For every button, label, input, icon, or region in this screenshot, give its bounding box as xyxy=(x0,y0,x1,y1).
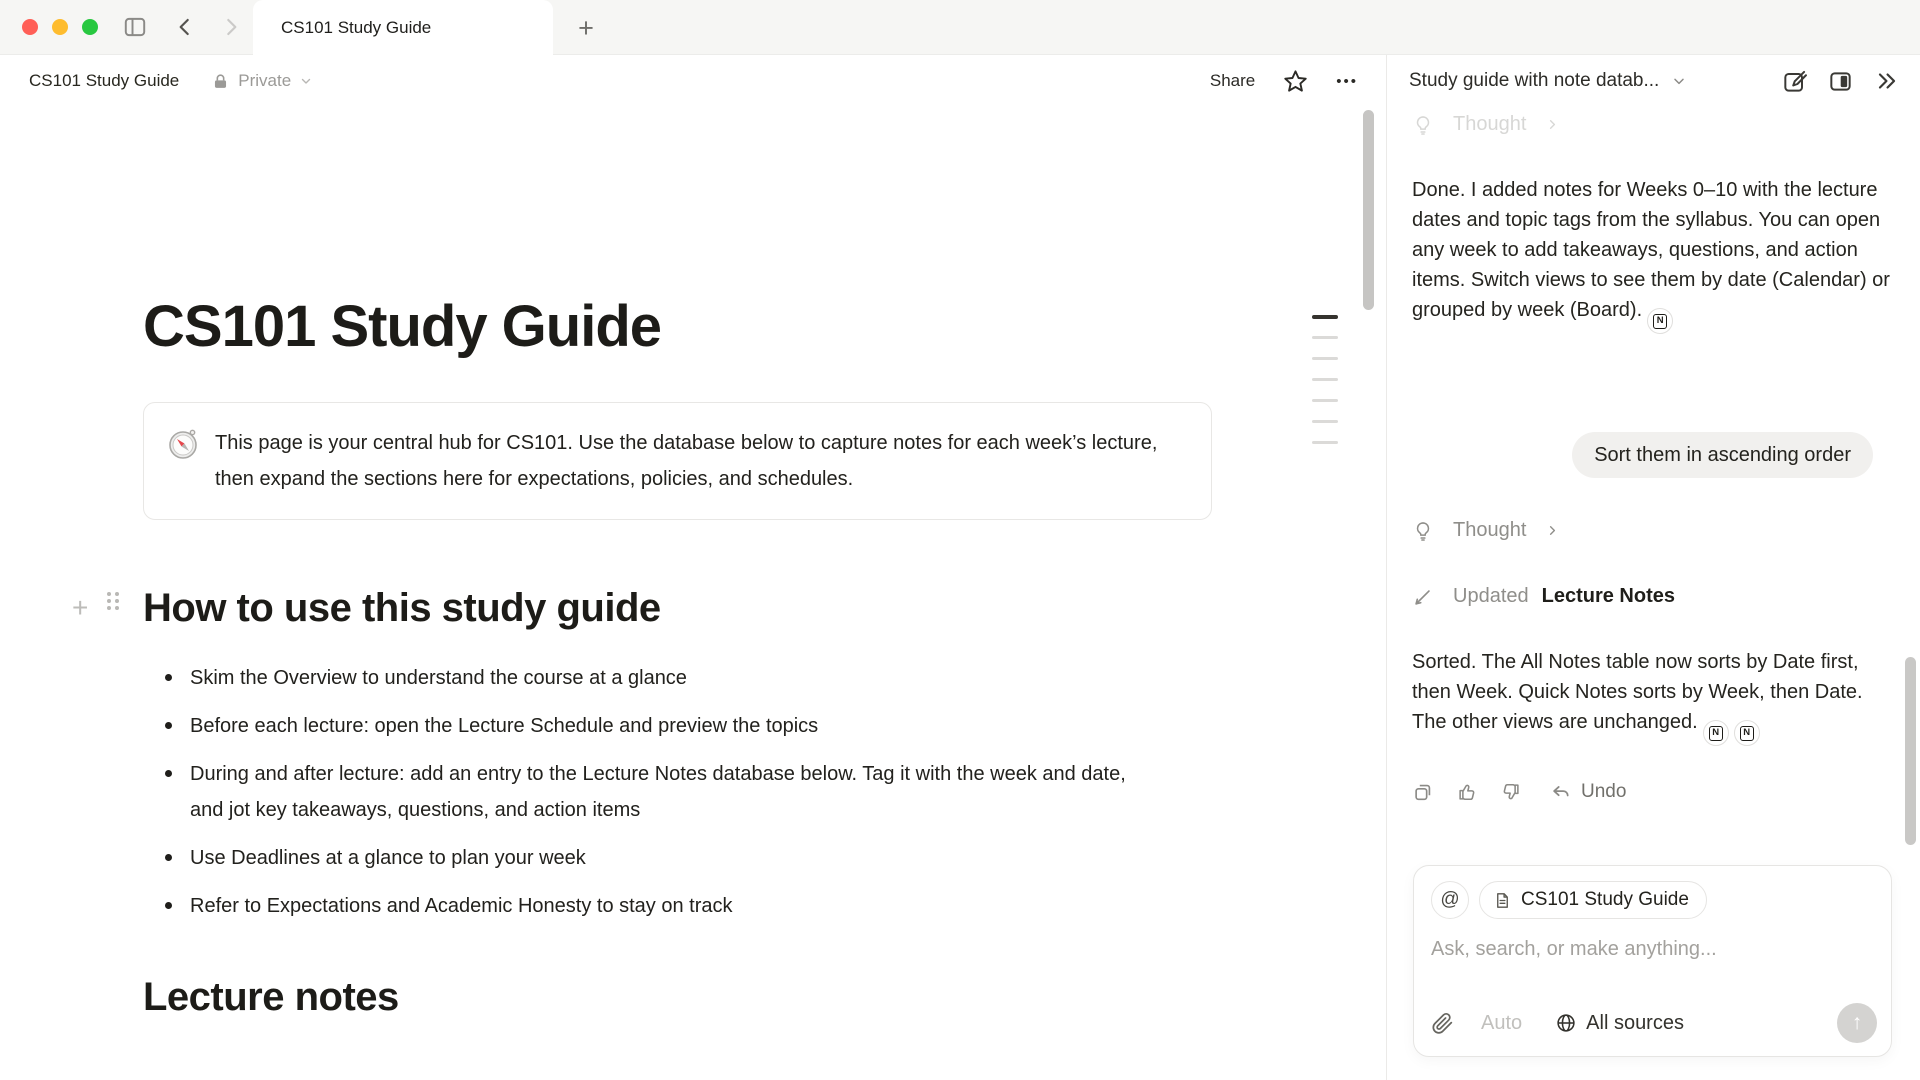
arrow-up-icon: ↑ xyxy=(1851,1011,1863,1034)
section-heading[interactable]: How to use this study guide xyxy=(143,586,661,630)
chevron-down-icon xyxy=(299,74,313,88)
plus-icon: + xyxy=(578,12,594,43)
new-chat-icon[interactable] xyxy=(1782,69,1807,94)
list-item[interactable]: During and after lecture: add an entry to the Lecture Notes database below. Tag it with the week and date, and jot key takeaways, questions, and action items xyxy=(143,756,1153,828)
window-controls xyxy=(22,19,98,35)
sidebar-scrollbar[interactable] xyxy=(1905,657,1916,845)
update-action-row[interactable]: Updated Lecture Notes xyxy=(1412,585,1675,608)
list-item[interactable]: Use Deadlines at a glance to plan your week xyxy=(143,840,1153,876)
context-chip[interactable]: CS101 Study Guide xyxy=(1479,881,1707,919)
ai-sidebar xyxy=(1386,55,1920,1080)
globe-icon xyxy=(1555,1012,1577,1034)
share-button[interactable]: Share xyxy=(1209,71,1256,90)
add-block-icon[interactable]: + xyxy=(72,592,89,623)
pen-edit-icon xyxy=(1412,586,1434,608)
undo-arrow-icon xyxy=(1550,781,1572,803)
tab-cs101-study-guide[interactable] xyxy=(253,0,553,55)
lecture-notes-heading[interactable]: Lecture notes xyxy=(143,975,399,1019)
page-title[interactable]: CS101 Study Guide xyxy=(143,294,662,359)
bullet-list xyxy=(143,660,1153,924)
list-item[interactable]: Before each lecture: open the Lecture Schedule and preview the topics xyxy=(143,708,1153,744)
forward-icon[interactable] xyxy=(218,14,244,40)
document-icon xyxy=(1493,891,1512,910)
main-scrollbar[interactable] xyxy=(1363,110,1374,310)
notion-page-badge[interactable]: N xyxy=(1647,308,1673,334)
chat-input[interactable]: Ask, search, or make anything... xyxy=(1431,938,1717,960)
lightbulb-icon xyxy=(1412,520,1434,542)
lock-icon xyxy=(211,72,230,91)
zoom-window-button[interactable] xyxy=(82,19,98,35)
copy-icon[interactable] xyxy=(1412,781,1434,803)
more-options-icon[interactable]: ••• xyxy=(1336,72,1358,90)
ai-thread-title[interactable]: Study guide with note datab... xyxy=(1409,70,1660,91)
undo-button[interactable]: Undo xyxy=(1550,781,1626,803)
mode-auto-button[interactable]: Auto xyxy=(1481,1011,1523,1034)
document-area xyxy=(0,107,1385,1080)
chat-transcript xyxy=(1387,107,1920,865)
notion-page-badge[interactable]: N xyxy=(1703,720,1729,746)
privacy-menu[interactable] xyxy=(211,71,313,91)
tab-title: CS101 Study Guide xyxy=(281,17,432,37)
favorite-star-icon[interactable] xyxy=(1282,68,1309,95)
assistant-message: Sorted. The All Notes table now sorts by Date first, then Week. Quick Notes sorts by Week, then Date. The other views are unchanged. N N xyxy=(1412,647,1894,746)
compass-icon xyxy=(167,428,199,497)
thumbs-up-icon[interactable] xyxy=(1456,781,1478,803)
thumbs-down-icon[interactable] xyxy=(1500,781,1522,803)
panel-right-icon[interactable] xyxy=(1828,69,1853,94)
chevron-down-icon[interactable] xyxy=(1671,73,1687,89)
table-of-contents-indicator[interactable] xyxy=(1312,315,1338,462)
callout-block[interactable] xyxy=(143,402,1212,520)
tab-bar xyxy=(0,0,1920,55)
collapse-sidebar-icon[interactable] xyxy=(1874,68,1900,94)
user-message-bubble: Sort them in ascending order xyxy=(1572,432,1873,478)
send-button[interactable] xyxy=(1837,1003,1877,1043)
thought-toggle[interactable]: Thought xyxy=(1412,519,1560,542)
minimize-window-button[interactable] xyxy=(52,19,68,35)
list-item[interactable]: Skim the Overview to understand the course at a glance xyxy=(143,660,1153,696)
at-icon: @ xyxy=(1440,889,1460,910)
new-tab-button[interactable] xyxy=(568,10,604,46)
drag-handle-icon[interactable] xyxy=(107,592,119,610)
page-toolbar xyxy=(0,55,1385,107)
chat-composer xyxy=(1413,865,1892,1057)
assistant-message: Done. I added notes for Weeks 0–10 with the lecture dates and topic tags from the syllabus. You can open any week to add takeaways, questions, and action items. Switch views to see them by date (Calendar) or grouped by week (Board). N xyxy=(1412,175,1894,334)
privacy-label: Private xyxy=(238,71,292,90)
attachment-icon[interactable] xyxy=(1431,1012,1454,1035)
mention-button[interactable] xyxy=(1431,881,1469,919)
list-item[interactable]: Refer to Expectations and Academic Honesty to stay on track xyxy=(143,888,1153,924)
notion-page-badge[interactable]: N xyxy=(1734,720,1760,746)
close-window-button[interactable] xyxy=(22,19,38,35)
sources-button[interactable]: All sources xyxy=(1555,1012,1684,1035)
sidebar-toggle-icon[interactable] xyxy=(122,14,148,40)
message-actions xyxy=(1412,781,1626,803)
breadcrumb[interactable]: CS101 Study Guide xyxy=(29,71,180,90)
back-icon[interactable] xyxy=(172,14,198,40)
lightbulb-icon xyxy=(1412,114,1434,136)
thought-toggle[interactable]: Thought xyxy=(1412,113,1560,136)
callout-text[interactable]: This page is your central hub for CS101. Use the database below to capture notes for each week’s lecture, then expand the sections here for expectations, policies, and schedules. xyxy=(215,432,1158,490)
